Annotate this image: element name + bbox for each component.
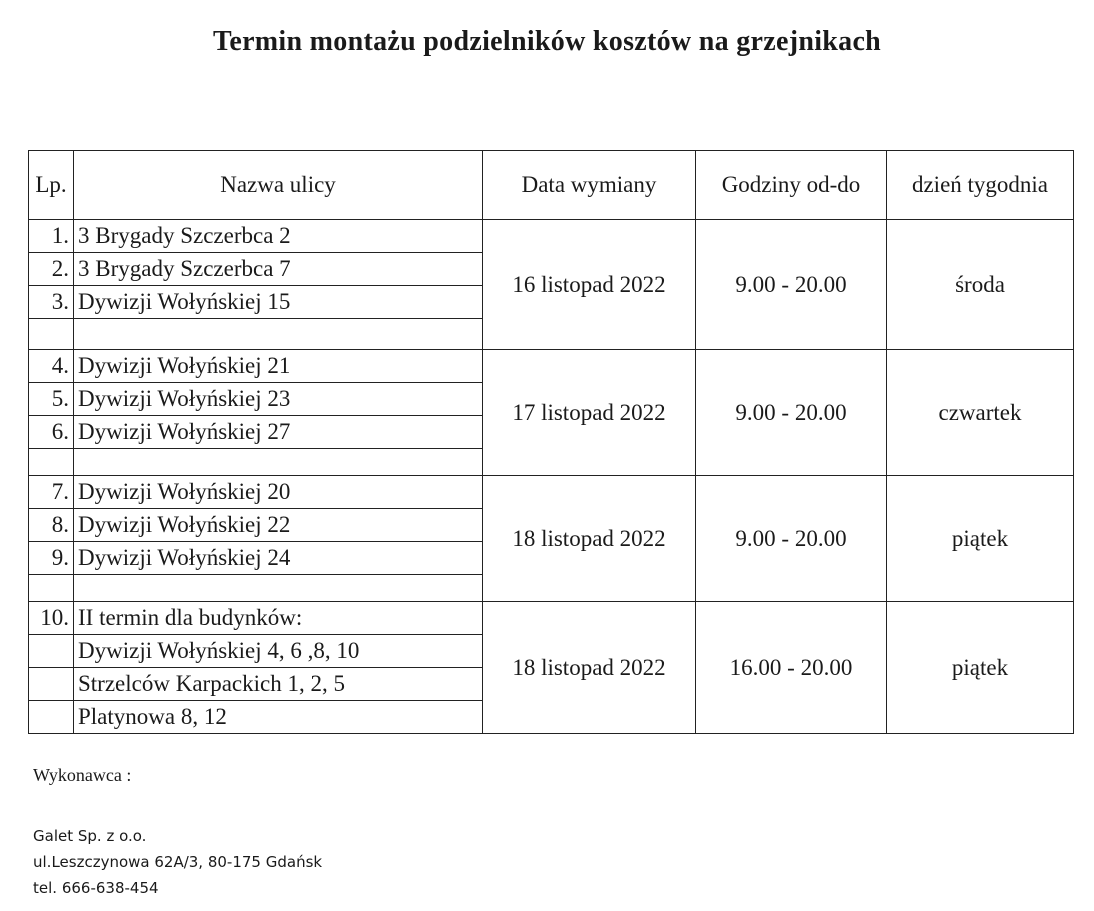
weekday: środa xyxy=(887,220,1074,350)
row-number: 4. xyxy=(29,350,74,383)
street-name: Platynowa 8, 12 xyxy=(74,701,483,734)
row-number: 1. xyxy=(29,220,74,253)
street-name: Dywizji Wołyńskiej 27 xyxy=(74,416,483,449)
hours: 9.00 - 20.00 xyxy=(696,220,887,350)
table-header-row xyxy=(29,151,1074,220)
row-number xyxy=(29,635,74,668)
table-row xyxy=(29,476,1074,509)
street-name: 3 Brygady Szczerbca 7 xyxy=(74,253,483,286)
row-number xyxy=(29,668,74,701)
street-name: Strzelców Karpackich 1, 2, 5 xyxy=(74,668,483,701)
row-number: 5. xyxy=(29,383,74,416)
row-number: 7. xyxy=(29,476,74,509)
hours: 9.00 - 20.00 xyxy=(696,476,887,602)
empty-cell xyxy=(29,575,74,602)
street-name: Dywizji Wołyńskiej 24 xyxy=(74,542,483,575)
street-name: Dywizji Wołyńskiej 22 xyxy=(74,509,483,542)
schedule-table xyxy=(28,150,1074,734)
row-number: 6. xyxy=(29,416,74,449)
header-street: Nazwa ulicy xyxy=(74,151,483,220)
company-name: Galet Sp. z o.o. xyxy=(33,827,147,845)
company-address: ul.Leszczynowa 62A/3, 80-175 Gdańsk xyxy=(33,853,323,871)
page-title: Termin montażu podzielników kosztów na grzejnikach xyxy=(212,26,882,57)
empty-cell xyxy=(74,575,483,602)
street-name: Dywizji Wołyńskiej 15 xyxy=(74,286,483,319)
street-name: II termin dla budynków: xyxy=(74,602,483,635)
empty-cell xyxy=(29,449,74,476)
row-number: 3. xyxy=(29,286,74,319)
weekday: piątek xyxy=(887,602,1074,734)
empty-cell xyxy=(74,319,483,350)
replacement-date: 18 listopad 2022 xyxy=(483,602,696,734)
table-row xyxy=(29,220,1074,253)
company-phone: tel. 666-638-454 xyxy=(33,879,159,897)
street-name: Dywizji Wołyńskiej 4, 6 ,8, 10 xyxy=(74,635,483,668)
row-number: 9. xyxy=(29,542,74,575)
header-day: dzień tygodnia xyxy=(887,151,1074,220)
contractor-label: Wykonawca : xyxy=(33,765,132,785)
weekday: piątek xyxy=(887,476,1074,602)
header-hours: Godziny od-do xyxy=(696,151,887,220)
empty-cell xyxy=(29,319,74,350)
hours: 16.00 - 20.00 xyxy=(696,602,887,734)
hours: 9.00 - 20.00 xyxy=(696,350,887,476)
table-row xyxy=(29,350,1074,383)
replacement-date: 18 listopad 2022 xyxy=(483,476,696,602)
street-name: Dywizji Wołyńskiej 20 xyxy=(74,476,483,509)
row-number: 2. xyxy=(29,253,74,286)
company-info xyxy=(33,823,322,901)
weekday: czwartek xyxy=(887,350,1074,476)
street-name: Dywizji Wołyńskiej 23 xyxy=(74,383,483,416)
header-date: Data wymiany xyxy=(483,151,696,220)
table-row xyxy=(29,602,1074,635)
replacement-date: 16 listopad 2022 xyxy=(483,220,696,350)
row-number: 10. xyxy=(29,602,74,635)
empty-cell xyxy=(74,449,483,476)
replacement-date: 17 listopad 2022 xyxy=(483,350,696,476)
street-name: 3 Brygady Szczerbca 2 xyxy=(74,220,483,253)
row-number xyxy=(29,701,74,734)
header-lp: Lp. xyxy=(29,151,74,220)
street-name: Dywizji Wołyńskiej 21 xyxy=(74,350,483,383)
row-number: 8. xyxy=(29,509,74,542)
